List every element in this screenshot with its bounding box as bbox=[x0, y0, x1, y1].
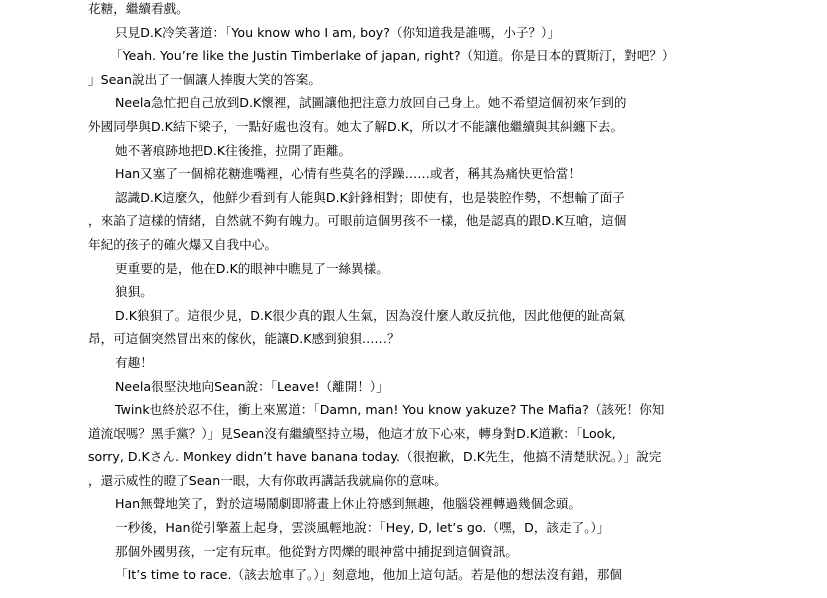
text-line: ，還示威性的瞪了Sean一眼，大有你敢再講話我就扁你的意味。 bbox=[88, 472, 447, 488]
text-line: 只見D.K冷笑著道：「You know who I am, boy?（你知道我是誰嗎，小子？）」 bbox=[115, 24, 560, 40]
text-line: Twink也終於忍不住，衝上來罵道：「Damn, man! You know yakuze? The Mafia?（該死！你知 bbox=[115, 402, 665, 418]
document-body bbox=[88, 0, 675, 587]
text-line: 「It’s time to race.（該去尬車了。）」刻意地，他加上這句話。若是他的想法沒有錯，那個 bbox=[115, 567, 622, 583]
text-line: 昂，可這個突然冒出來的傢伙，能讓D.K感到狼狽……？ bbox=[88, 331, 400, 347]
text-line: 花糖，繼續看戲。 bbox=[88, 1, 189, 16]
text-line: 外國同學與D.K結下梁子，一點好處也沒有。她太了解D.K，所以才不能讓他繼續與其糾纏下去。 bbox=[88, 118, 624, 134]
text-line: 「Yeah. You’re like the Justin Timberlake of japan, right?（知道。你是日本的賈斯汀，對吧？） bbox=[110, 48, 675, 64]
text-line: 有趣！ bbox=[115, 354, 153, 370]
text-line: 她不著痕跡地把D.K往後推，拉開了距離。 bbox=[115, 142, 352, 158]
text-line: 狼狽。 bbox=[115, 284, 153, 300]
text-line: 那個外國男孩，一定有玩車。他從對方閃爍的眼神當中捕捉到這個資訊。 bbox=[115, 543, 518, 559]
text-line: 」Sean說出了一個讓人捧腹大笑的答案。 bbox=[88, 71, 321, 87]
text-line: Han又塞了一個棉花糖進嘴裡，心情有些莫名的浮躁……或者，稱其為痛快更恰當！ bbox=[115, 166, 581, 182]
text-line: 一秒後，Han從引擎蓋上起身，雲淡風輕地說：「Hey, D, let’s go.（嘿，D，該走了。）」 bbox=[115, 520, 610, 536]
text-line: Neela很堅決地向Sean說：「Leave!（離開！）」 bbox=[115, 378, 389, 394]
text-line: Han無聲地笑了，對於這場鬧劇即將畫上休止符感到無趣，他腦袋裡轉過幾個念頭。 bbox=[115, 496, 581, 512]
text-line: 年紀的孩子的確火爆又自我中心。 bbox=[88, 236, 277, 252]
text-line: D.K狼狽了。這很少見，D.K很少真的跟人生氣，因為沒什麼人敢反抗他，因此他便的趾高氣 bbox=[115, 307, 625, 323]
text-line: 認識D.K這麼久，他鮮少看到有人能與D.K針鋒相對；即使有，也是裝腔作勢，不想輸了面子 bbox=[115, 189, 625, 205]
text-line: 更重要的是，他在D.K的眼神中瞧見了一絲異樣。 bbox=[115, 260, 389, 276]
text-line: ，來諂了這樣的情緒，自然就不夠有魄力。可眼前這個男孩不一樣，他是認真的跟D.K互嗆，這個 bbox=[88, 213, 627, 229]
text-line: 道流氓嗎？黑手黨？）」見Sean沒有繼續堅持立場，他這才放下心來，轉身對D.K道歉：「Look, bbox=[88, 425, 616, 441]
text-line: sorry, D.Kさん. Monkey didn’t have banana today.（很抱歉，D.K先生，他搞不清楚狀況。）」說完 bbox=[88, 449, 662, 465]
text-line: Neela急忙把自己放到D.K懷裡，試圖讓他把注意力放回自己身上。她不希望這個初來乍到的 bbox=[115, 95, 627, 111]
